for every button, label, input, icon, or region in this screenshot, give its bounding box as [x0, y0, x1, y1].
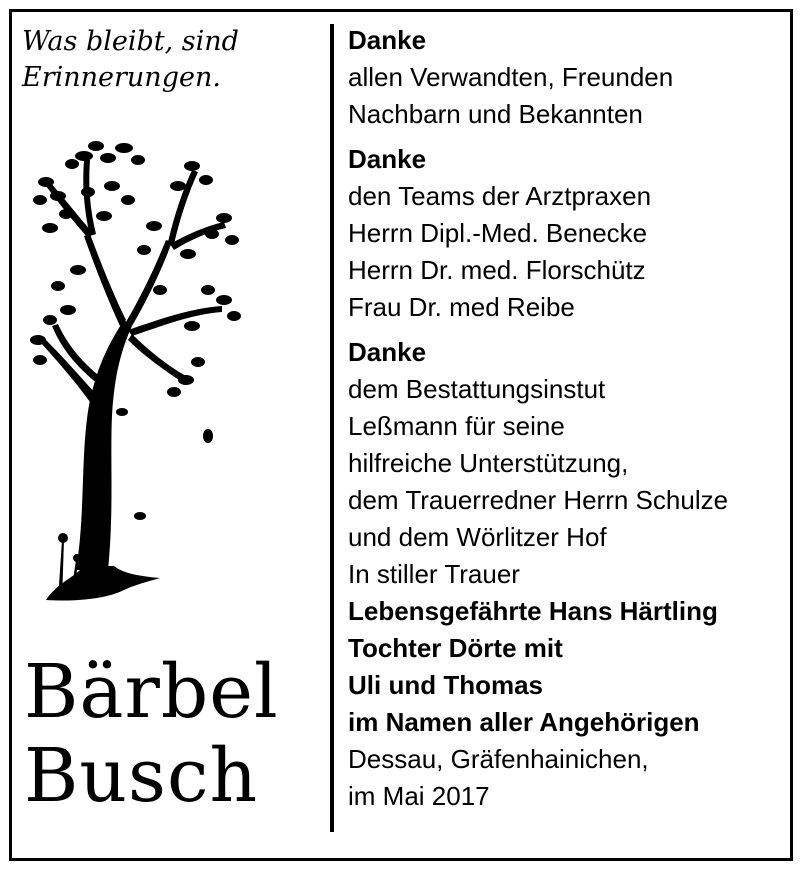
thanks-line: dem Bestattungsinstut [348, 374, 606, 404]
thanks-line: Frau Dr. med Reibe [348, 292, 575, 322]
thanks-heading: Danke [348, 25, 427, 55]
mourner-name: Tochter Dörte mit [348, 633, 563, 663]
deceased-name [24, 650, 334, 818]
thanks-heading: Danke [348, 144, 427, 174]
place-date [348, 741, 778, 815]
thanks-line: dem Trauerredner Herrn Schulze [348, 485, 729, 515]
thanks-line: hilfreiche Unterstützung, [348, 448, 629, 478]
mourner-name: Uli und Thomas [348, 670, 543, 700]
tree-with-falling-leaves-icon [28, 130, 248, 620]
thanks-line: Herrn Dr. med. Florschütz [348, 255, 646, 285]
mourning-block [348, 556, 778, 741]
thanks-block-2 [348, 141, 778, 326]
thanks-line: Herrn Dipl.-Med. Benecke [348, 218, 648, 248]
mourner-name: im Namen aller Angehörigen [348, 707, 700, 737]
mourner-name: Lebensgefährte Hans Härtling [348, 596, 718, 626]
thanks-heading: Danke [348, 337, 427, 367]
place-line: Dessau, Gräfenhainichen, [348, 744, 649, 774]
mourning-intro: In stiller Trauer [348, 559, 520, 589]
motto-line-2: Erinnerungen. [22, 62, 221, 93]
date-line: im Mai 2017 [348, 781, 490, 811]
thanks-line: Leßmann für seine [348, 411, 565, 441]
thanks-block-1 [348, 22, 778, 133]
thanks-text [348, 22, 778, 815]
thanks-line: und dem Wörlitzer Hof [348, 522, 607, 552]
thanks-block-3 [348, 334, 778, 556]
thanks-line: den Teams der Arztpraxen [348, 181, 652, 211]
column-divider [330, 24, 334, 832]
deceased-first-name: Bärbel [24, 649, 279, 735]
thanks-line: allen Verwandten, Freunden [348, 62, 674, 92]
motto-line-1: Was bleibt, sind [22, 26, 239, 57]
thanks-line: Nachbarn und Bekannten [348, 99, 643, 129]
deceased-last-name: Busch [24, 733, 259, 819]
motto [22, 24, 322, 96]
